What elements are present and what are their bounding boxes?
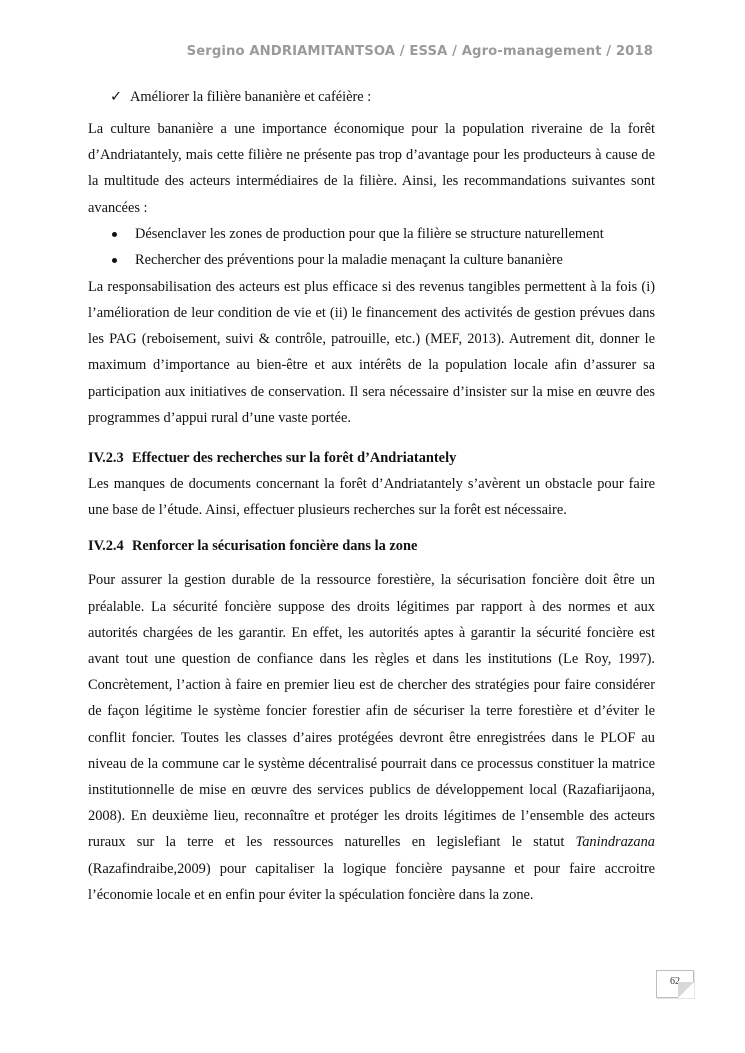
italic-term: Tanindrazana [575, 834, 655, 851]
paragraph-land-security [88, 567, 655, 908]
list-item-text: Désenclaver les zones de production pour que la filière se structure naturellement [135, 225, 604, 242]
list-item-text: Rechercher des préventions pour la maladie menaçant la culture bananière [135, 252, 563, 269]
checklist-item-text: Améliorer la filière bananière et caféière : [130, 89, 372, 105]
page-curl-icon [678, 982, 694, 998]
section-heading-research [88, 445, 655, 471]
paragraph-responsibilization: La responsabilisation des acteurs est plus efficace si des revenus tangibles permettent à la fois (i) l’amélioration de leur condition de vie et (ii) le financement des activités de gestion prévues dans les PAG (reboisement, suivi & contrôle, patrouille, etc.) (MEF, 2013). Autrement dit, donner le maximum d’importance au bien-être et aux intérêts de la population locale afin d’assurer sa participation aux initiatives de conservation. Il sera nécessaire d’insister sur la mise en œuvre des programmes d’appui rural d’une vaste portée. [88, 278, 655, 426]
checkmark-icon: ✓ [110, 89, 123, 105]
section-heading-land-security [88, 533, 655, 559]
list-item [88, 221, 655, 248]
paragraph-banana-culture: La culture bananière a une importance économique pour la population riveraine de la forêt d’Andriatantely, mais cette filière ne présente pas trop d’avantage pour les producteurs à cause de la multitude des acteurs intermédiaires de la filière. Ainsi, les recommandations suivantes sont avancées : [88, 121, 655, 216]
page-number: 62 [670, 976, 680, 987]
page-content [88, 86, 655, 908]
checklist-item [110, 86, 655, 108]
paragraph-text: (Razafindraibe,2009) pour capitaliser la logique foncière paysanne et pour faire accroitre l’économie locale et en enfin pour éviter la spéculation foncière dans la zone. [88, 860, 655, 903]
section-title: Effectuer des recherches sur la forêt d’Andriatantely [132, 450, 457, 467]
bullet-icon [112, 258, 117, 263]
recommendation-list [88, 221, 655, 274]
bullet-icon [112, 232, 117, 237]
section-number: IV.2.3 [88, 450, 124, 467]
section-number: IV.2.4 [88, 538, 124, 555]
running-header: Sergino ANDRIAMITANTSOA / ESSA / Agro-management / 2018 [186, 44, 653, 59]
section-title: Renforcer la sécurisation foncière dans la zone [132, 538, 418, 555]
paragraph-research: Les manques de documents concernant la forêt d’Andriatantely s’avèrent un obstacle pour faire une base de l’étude. Ainsi, effectuer plusieurs recherches sur la forêt est nécessaire. [88, 476, 655, 519]
paragraph-text: Pour assurer la gestion durable de la ressource forestière, la sécurisation foncière doit être un préalable. La sécurité foncière suppose des droits légitimes par rapport à des normes et aux autorités chargées de les garantir. En effet, les autorités aptes à garantir la sécurité foncière est avant tout une question de confiance dans les règles et dans les institutions (Le Roy, 1997). Concrètement, l’action à faire en premier lieu est de chercher des stratégies pour faire considérer de façon légitime le système foncier forestier afin de sécuriser la terre forestière et d’éviter le conflit foncier. Toutes les classes d’aires protégées devront être enregistrées dans le PLOF au niveau de la commune car le système décentralisé pourrait dans ce processus constituer la matrice institutionnelle de mise en œuvre des services publics de développement local (Razafiarijaona, 2008). En deuxième lieu, reconnaître et protéger les droits légitimes de l’ensemble des acteurs ruraux sur la terre et les ressources naturelles en legislefiant le statut [88, 572, 655, 851]
page-number-box [656, 970, 694, 998]
list-item [88, 247, 655, 274]
